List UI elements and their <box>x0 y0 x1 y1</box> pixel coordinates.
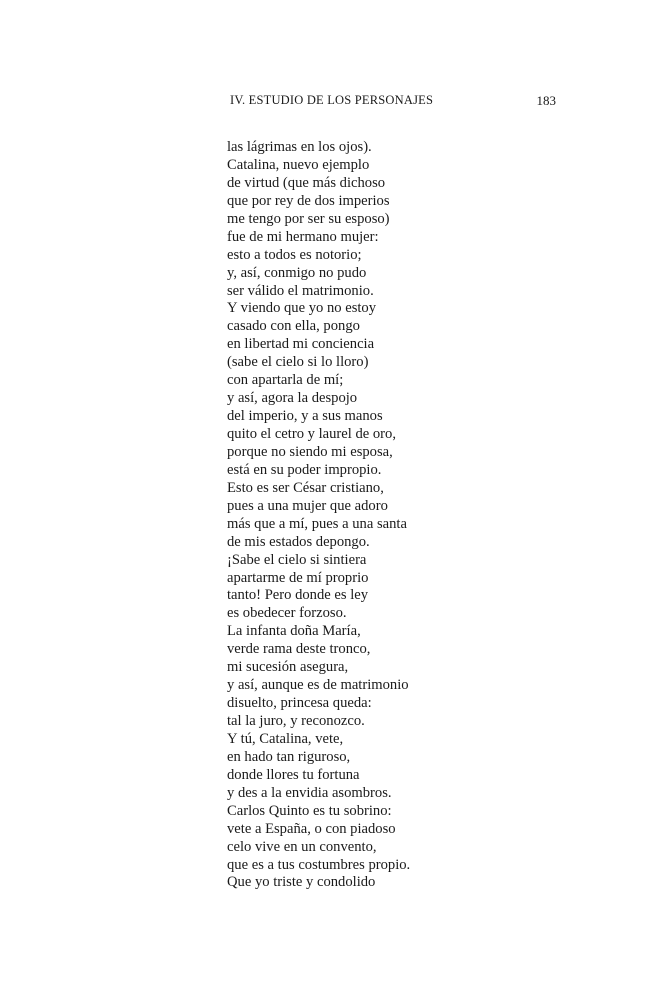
verse-line: está en su poder impropio. <box>227 461 382 478</box>
verse-line: ser válido el matrimonio. <box>227 282 374 299</box>
verse-line: ¡Sabe el cielo si sintiera <box>227 551 367 568</box>
verse-line: Que yo triste y condolido <box>227 874 376 891</box>
verse-line: y des a la envidia asombros. <box>227 784 392 801</box>
verse-line: fue de mi hermano mujer: <box>227 228 379 245</box>
verse-line: disuelto, princesa queda: <box>227 695 372 712</box>
verse-line: del imperio, y a sus manos <box>227 408 383 425</box>
verse-line: en libertad mi conciencia <box>227 336 375 353</box>
verse-line: apartarme de mí proprio <box>227 569 369 586</box>
verse-line: Esto es ser César cristiano, <box>227 479 384 496</box>
verse-line: Carlos Quinto es tu sobrino: <box>227 802 392 819</box>
verse-line: esto a todos es notorio; <box>227 246 362 263</box>
page-number: 183 <box>536 93 556 108</box>
verse-line: que es a tus costumbres propio. <box>227 856 411 873</box>
verse-line: con apartarla de mí; <box>227 372 344 389</box>
verse-line: es obedecer forzoso. <box>227 605 347 622</box>
verse-line: en hado tan riguroso, <box>227 748 351 765</box>
verse-line: más que a mí, pues a una santa <box>227 515 407 532</box>
verse-line: verde rama deste tronco, <box>227 641 371 658</box>
verse-line: vete a España, o con piadoso <box>227 820 396 837</box>
verse-line: me tengo por ser su esposo) <box>227 210 390 227</box>
verse-line: y así, aunque es de matrimonio <box>227 677 409 694</box>
verse-line: que por rey de dos imperios <box>227 192 390 209</box>
verse-line: donde llores tu fortuna <box>227 766 360 783</box>
verse-line: La infanta doña María, <box>227 623 361 640</box>
verse-line: pues a una mujer que adoro <box>227 497 388 514</box>
running-header <box>230 93 556 111</box>
verse-line: de virtud (que más dichoso <box>227 174 386 191</box>
verse-line: y así, agora la despojo <box>227 390 358 407</box>
verse-line: mi sucesión asegura, <box>227 659 349 676</box>
verse-line: tanto! Pero donde es ley <box>227 587 369 604</box>
verse-line: tal la juro, y reconozco. <box>227 713 365 729</box>
verse-line: las lágrimas en los ojos). <box>227 139 372 155</box>
verse-line: y, así, conmigo no pudo <box>227 264 367 281</box>
verse-line: Catalina, nuevo ejemplo <box>227 156 370 173</box>
verse-text <box>227 139 410 892</box>
verse-line: (sabe el cielo si lo lloro) <box>227 354 369 371</box>
verse-line: celo vive en un convento, <box>227 838 377 855</box>
verse-line: de mis estados depongo. <box>227 533 370 550</box>
verse-line: Y tú, Catalina, vete, <box>227 730 344 747</box>
verse-line: casado con ella, pongo <box>227 318 360 335</box>
verse-line: porque no siendo mi esposa, <box>227 443 393 460</box>
verse-line: quito el cetro y laurel de oro, <box>227 426 396 442</box>
running-title: IV. ESTUDIO DE LOS PERSONAJES <box>230 93 434 107</box>
verse-line: Y viendo que yo no estoy <box>227 300 377 317</box>
